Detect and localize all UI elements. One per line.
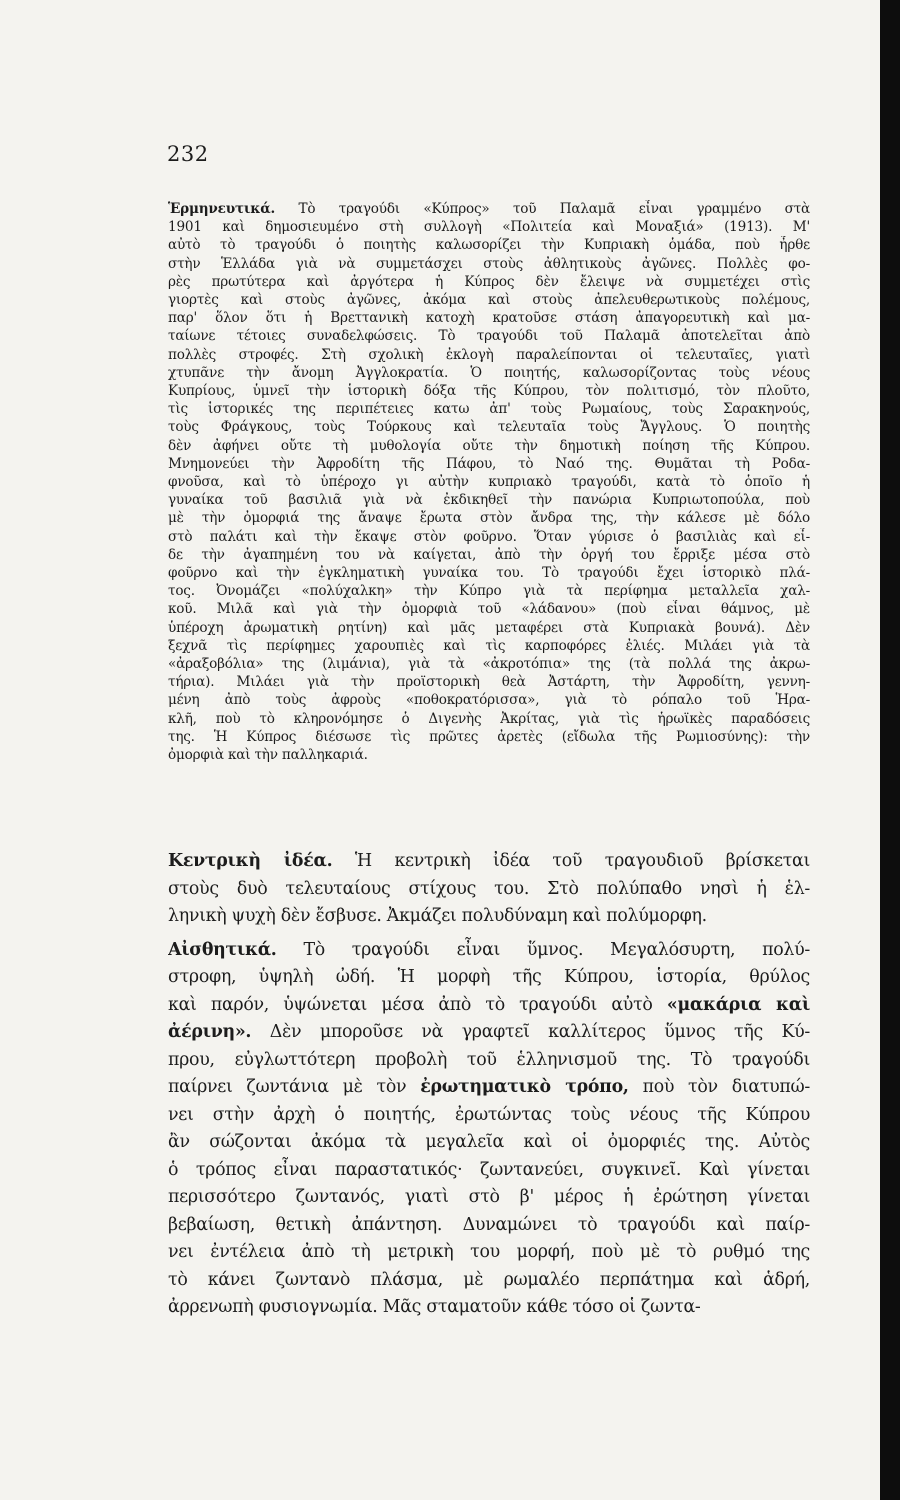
text-line: πρου, εὐγλωττότερη προβολὴ τοῦ ἑλληνισμοῦ της. Τὸ τραγούδι	[168, 1049, 810, 1070]
text-line: φοῦρνο καὶ τὴν ἐγκληματικὴ γυναίκα του. Τὸ τραγούδι ἔχει ἱστορικὸ πλά-	[168, 565, 810, 582]
text-line: στὸ παλάτι καὶ τὴν ἔκαψε στὸν φοῦρνο. Ὅταν γύρισε ὁ βασιλιὰς καὶ εἶ-	[168, 528, 810, 545]
text-line: τήρια). Μιλάει γιὰ τὴν προϊστορικὴ θεὰ Ἀστάρτη, τὴν Ἀφροδίτη, γεννη-	[168, 674, 810, 691]
text-line: τὶς ἱστορικές της περιπέτειες κατω ἀπ' τοὺς Ρωμαίους, τοὺς Σαρακηνούς,	[168, 401, 810, 418]
text-line: νει στὴν ἀρχὴ ὁ ποιητής, ἐρωτώντας τοὺς νέους τῆς Κύπρου	[168, 1104, 810, 1125]
emphasis-term: ἐρωτηματικὸ τρόπο,	[420, 1077, 629, 1097]
text-line: ὑπέροχη ἀρωματικὴ ρητίνη) καὶ μᾶς μεταφέρει στὰ Κυπριακὰ βουνά). Δὲν	[168, 619, 810, 636]
text-line: μὲ τὴν ὀμορφιά της ἄναψε ἔρωτα στὸν ἄνδρα της, τὴν κάλεσε μὲ δόλο	[168, 510, 810, 527]
text-line: Μνημονεύει τὴν Ἀφροδίτη τῆς Πάφου, τὸ Ναό της. Θυμᾶται τὴ Ροδα-	[168, 455, 810, 472]
scan-edge-shadow	[880, 0, 900, 1500]
text-line: καὶ παρόν, ὑψώνεται μέσα ἀπὸ τὸ τραγούδι αὐτὸ «μακάρια καὶ	[168, 994, 810, 1015]
text-line: παρ' ὅλον ὅτι ἡ Βρεττανικὴ κατοχὴ κρατοῦσε στάση ἀπαγορευτικὴ καὶ μα-	[168, 310, 810, 327]
text-line: ὁ τρόπος εἶναι παραστατικός· ζωντανεύει, συγκινεῖ. Καὶ γίνεται	[168, 1159, 810, 1180]
text-line: Κεντρικὴ ἰδέα. Ἡ κεντρικὴ ἰδέα τοῦ τραγουδιοῦ βρίσκεται	[168, 851, 810, 871]
text-line: τὸ κάνει ζωντανὸ πλάσμα, μὲ ρωμαλέο περπάτημα καὶ ἁδρή,	[168, 1269, 810, 1290]
text-line: παίρνει ζωντάνια μὲ τὸν ἐρωτηματικὸ τρόπο, ποὺ τὸν διατυπώ-	[168, 1077, 810, 1097]
central-idea-paragraph	[168, 848, 810, 931]
text-line: «ἀραξοβόλια» της (λιμάνια), γιὰ τὰ «ἀκροτόπια» της (τὰ πολλά της ἀκρω-	[168, 656, 810, 673]
text-line: τος. Ὀνομάζει «πολύχαλκη» τὴν Κύπρο γιὰ τὰ περίφημα μεταλλεῖα χαλ-	[168, 583, 810, 600]
text-line: ἀέρινη». Δὲν μποροῦσε νὰ γραφτεῖ καλλίτερος ὕμνος τῆς Κύ-	[168, 1022, 810, 1042]
interpretive-section	[168, 200, 810, 764]
text-line: πολλὲς στροφές. Στὴ σχολικὴ ἐκλογὴ παραλείπονται οἱ τελευταῖες, γιατὶ	[168, 346, 810, 363]
text-line: μένη ἀπὸ τοὺς ἀφροὺς «ποθοκρατόρισσα», γιὰ τὸ ρόπαλο τοῦ Ἡρα-	[168, 692, 810, 709]
text-line: βεβαίωση, θετικὴ ἀπάντηση. Δυναμώνει τὸ τραγούδι καὶ παίρ-	[168, 1214, 810, 1235]
text-line: ταίωνε τέτοιες συναδελφώσεις. Τὸ τραγούδι τοῦ Παλαμᾶ ἀποτελεῖται ἀπὸ	[168, 328, 810, 345]
text-line: ρὲς πρωτύτερα καὶ ἀργότερα ἡ Κύπρος δὲν ἔλειψε νὰ συμμετέχει στὶς	[168, 273, 810, 290]
text-line: 1901 καὶ δημοσιευμένο στὴ συλλογὴ «Πολιτεία καὶ Μοναξιά» (1913). Μ'	[168, 219, 810, 236]
text-line: Αἰσθητικά. Τὸ τραγούδι εἶναι ὕμνος. Μεγαλόσυρτη, πολύ-	[168, 939, 810, 960]
text-line: κλῆ, ποὺ τὸ κληρονόμησε ὁ Διγενὴς Ἀκρίτας, γιὰ τὶς ἡρωϊκὲς παραδόσεις	[168, 710, 810, 727]
emphasis-quote: «μακάρια καὶ	[666, 994, 810, 1015]
text-line: κοῦ. Μιλᾶ καὶ γιὰ τὴν ὀμορφιὰ τοῦ «λάδανου» (ποὺ εἶναι θάμνος, μὲ	[168, 601, 810, 618]
section-heading-aesthetics: Αἰσθητικά.	[168, 939, 277, 960]
text-line: της. Ἡ Κύπρος διέσωσε τὶς πρῶτες ἀρετὲς (εἴδωλα τῆς Ρωμιοσύνης): τὴν	[168, 728, 810, 745]
text-line: στροφη, ὑψηλὴ ὠδή. Ἡ μορφὴ τῆς Κύπρου, ἱστορία, θρύλος	[168, 967, 810, 987]
emphasis-quote: ἀέρινη».	[168, 1022, 252, 1042]
section-heading-interpretive: Ἑρμηνευτικά.	[168, 201, 276, 217]
text-line: ληνικὴ ψυχὴ δὲν ἔσβυσε. Ἀκμάζει πολυδύναμη καὶ πολύμορφη.	[168, 906, 707, 926]
text-line: Ἑρμηνευτικά. Τὸ τραγούδι «Κύπρος» τοῦ Παλαμᾶ εἶναι γραμμένο στὰ	[168, 201, 810, 217]
text-line: νει ἐντέλεια ἀπὸ τὴ μετρικὴ του μορφή, ποὺ μὲ τὸ ρυθμό της	[168, 1242, 810, 1262]
text-line: αὐτὸ τὸ τραγούδι ὁ ποιητὴς καλωσορίζει τὴν Κυπριακὴ ὁμάδα, ποὺ ἦρθε	[168, 237, 810, 254]
text-line: γυναίκα τοῦ βασιλιᾶ γιὰ νὰ ἐκδικηθεῖ τὴν πανώρια Κυπριωτοπούλα, ποὺ	[168, 492, 810, 509]
text-line: δὲν ἀφήνει οὔτε τὴ μυθολογία οὔτε τὴν δημοτικὴ ποίηση τῆς Κύπρου.	[168, 437, 810, 454]
text-line: γιορτὲς καὶ στοὺς ἀγῶνες, ἀκόμα καὶ στοὺς ἀπελευθερωτικοὺς πολέμους,	[168, 292, 810, 309]
text-line: ξεχνᾶ τὶς περίφημες χαρουπιὲς καὶ τὶς καρποφόρες ἐλιές. Μιλάει γιὰ τὰ	[168, 637, 810, 654]
text-line: στοὺς δυὸ τελευταίους στίχους του. Στὸ πολύπαθο νησὶ ἡ ἑλ-	[168, 878, 810, 899]
text-line: δε τὴν ἀγαπημένη του νὰ καίγεται, ἀπὸ τὴν ὀργή του ἔρριξε μέσα στὸ	[168, 546, 810, 563]
commentary-section	[168, 848, 810, 1328]
page-number: 232	[167, 142, 209, 166]
text-line: ἂν σώζονται ἀκόμα τὰ μεγαλεῖα καὶ οἱ ὀμορφιές της. Αὐτὸς	[168, 1132, 810, 1152]
aesthetics-paragraph	[168, 937, 810, 1322]
section-heading-central-idea: Κεντρικὴ ἰδέα.	[168, 851, 333, 871]
text-line: φνοῦσα, καὶ τὸ ὑπέροχο γι αὐτὴν κυπριακὸ τραγούδι, κατὰ τὸ ὁποῖο ἡ	[168, 474, 810, 491]
text-line: περισσότερο ζωντανός, γιατὶ στὸ β' μέρος ἡ ἐρώτηση γίνεται	[168, 1187, 810, 1207]
text-line: χτυπᾶνε τὴν ἄνομη Ἀγγλοκρατία. Ὁ ποιητής, καλωσορίζοντας τοὺς νέους	[168, 364, 810, 381]
text-line: Κυπρίους, ὑμνεῖ τὴν ἱστορικὴ δόξα τῆς Κύπρου, τὸν πολιτισμό, τὸν πλοῦτο,	[168, 383, 810, 400]
text-line: στὴν Ἑλλάδα γιὰ νὰ συμμετάσχει στοὺς ἀθλητικοὺς ἀγῶνες. Πολλὲς φο-	[168, 255, 810, 272]
text-line: ὀμορφιὰ καὶ τὴν παλληκαριά.	[168, 747, 368, 764]
text-line: ἀρρενωπὴ φυσιογνωμία. Μᾶς σταματοῦν κάθε τόσο οἱ ζωντα-	[168, 1297, 701, 1317]
text-line: τοὺς Φράγκους, τοὺς Τούρκους καὶ τελευταῖα τοὺς Ἄγγλους. Ὁ ποιητὴς	[168, 419, 810, 436]
